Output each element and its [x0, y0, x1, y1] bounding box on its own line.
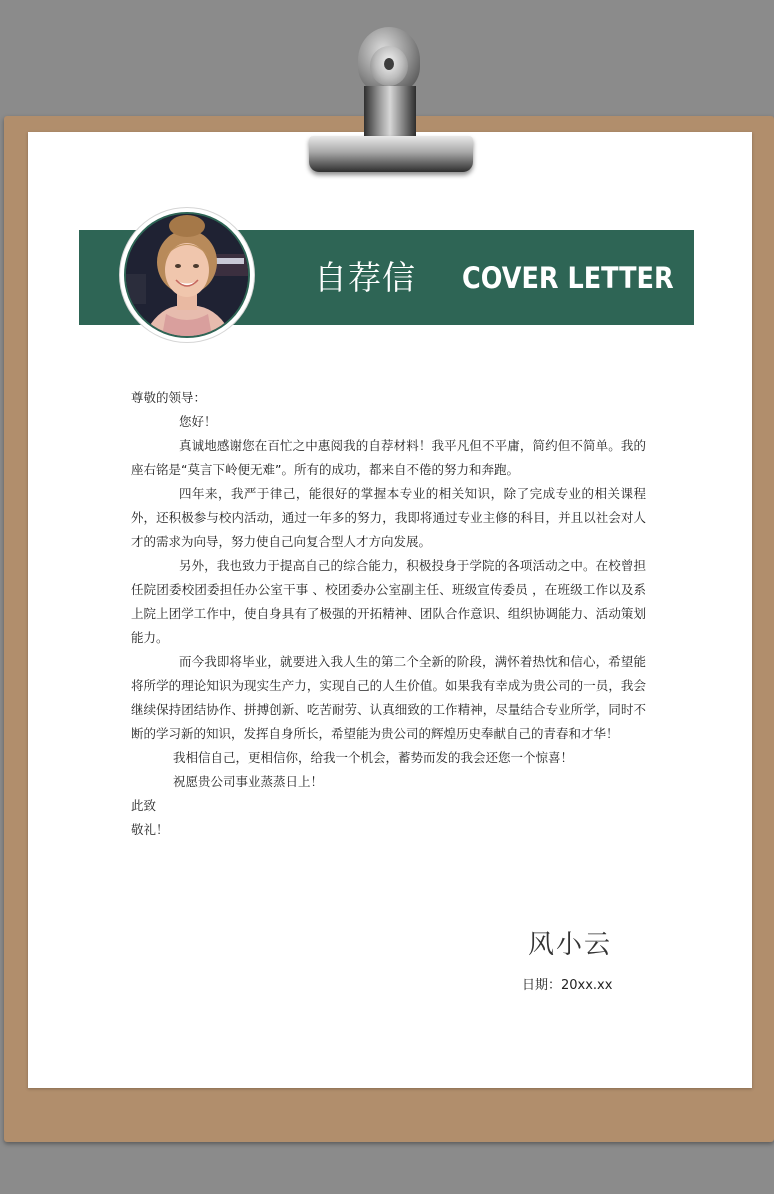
title-chinese: 自荐信 — [314, 258, 416, 297]
paragraph-1: 真诚地感谢您在百忙之中惠阅我的自荐材料！我平凡但不平庸，简约但不简单。我的座右铭是“莫言下岭便无难”。所有的成功，都来自不倦的努力和奔跑。 — [131, 438, 646, 477]
avatar — [124, 212, 250, 338]
signature: 风小云 — [528, 930, 613, 960]
profile-photo — [126, 214, 248, 336]
paragraph-4: 而今我即将毕业，就要进入我人生的第二个全新的阶段，满怀着热忱和信心，希望能将所学的理论知识为现实生产力，实现自己的人生价值。如果我有幸成为贵公司的一员，我会继续保持团结协作、拼搏创新、吃苦耐劳、认真细致的工作精神，尽量结合专业所学，同时不断的学习新的知识，发挥自身所长，希望能为贵公司的辉煌历史奉献自己的青春和才华！ — [131, 654, 646, 741]
paragraph-5: 我相信自己，更相信你，给我一个机会，蓄势而发的我会还您一个惊喜！ — [173, 750, 574, 765]
clip-hole — [384, 58, 394, 70]
title-english: COVER LETTER — [462, 261, 674, 295]
closing-line-2: 敬礼！ — [131, 822, 169, 837]
salutation: 尊敬的领导： — [131, 390, 207, 405]
closing-line-1: 此致 — [131, 798, 157, 813]
letter-body — [131, 386, 646, 842]
paragraph-3: 另外，我也致力于提高自己的综合能力，积极投身于学院的各项活动之中。在校曾担任院团委校团委担任办公室干事 、校团委办公室副主任、班级宣传委员 ，在班级工作以及系上院上团学工作中，使自身具有了极强的开拓精神、团队合作意识、组织协调能力、活动策划能力。 — [131, 558, 646, 645]
paragraph-2: 四年来，我严于律己，能很好的掌握本专业的相关知识，除了完成专业的相关课程外，还积极参与校内活动，通过一年多的努力，我即将通过专业主修的科目，并且以社会对人才的需求为向导，努力使自己向复合型人才方向发展。 — [131, 486, 646, 549]
date-line: 日期：20xx.xx — [522, 978, 613, 993]
paragraph-6: 祝愿贵公司事业蒸蒸日上！ — [173, 774, 324, 789]
greeting: 您好！ — [179, 414, 217, 429]
clip-neck — [364, 86, 416, 140]
clip-base — [309, 136, 473, 172]
